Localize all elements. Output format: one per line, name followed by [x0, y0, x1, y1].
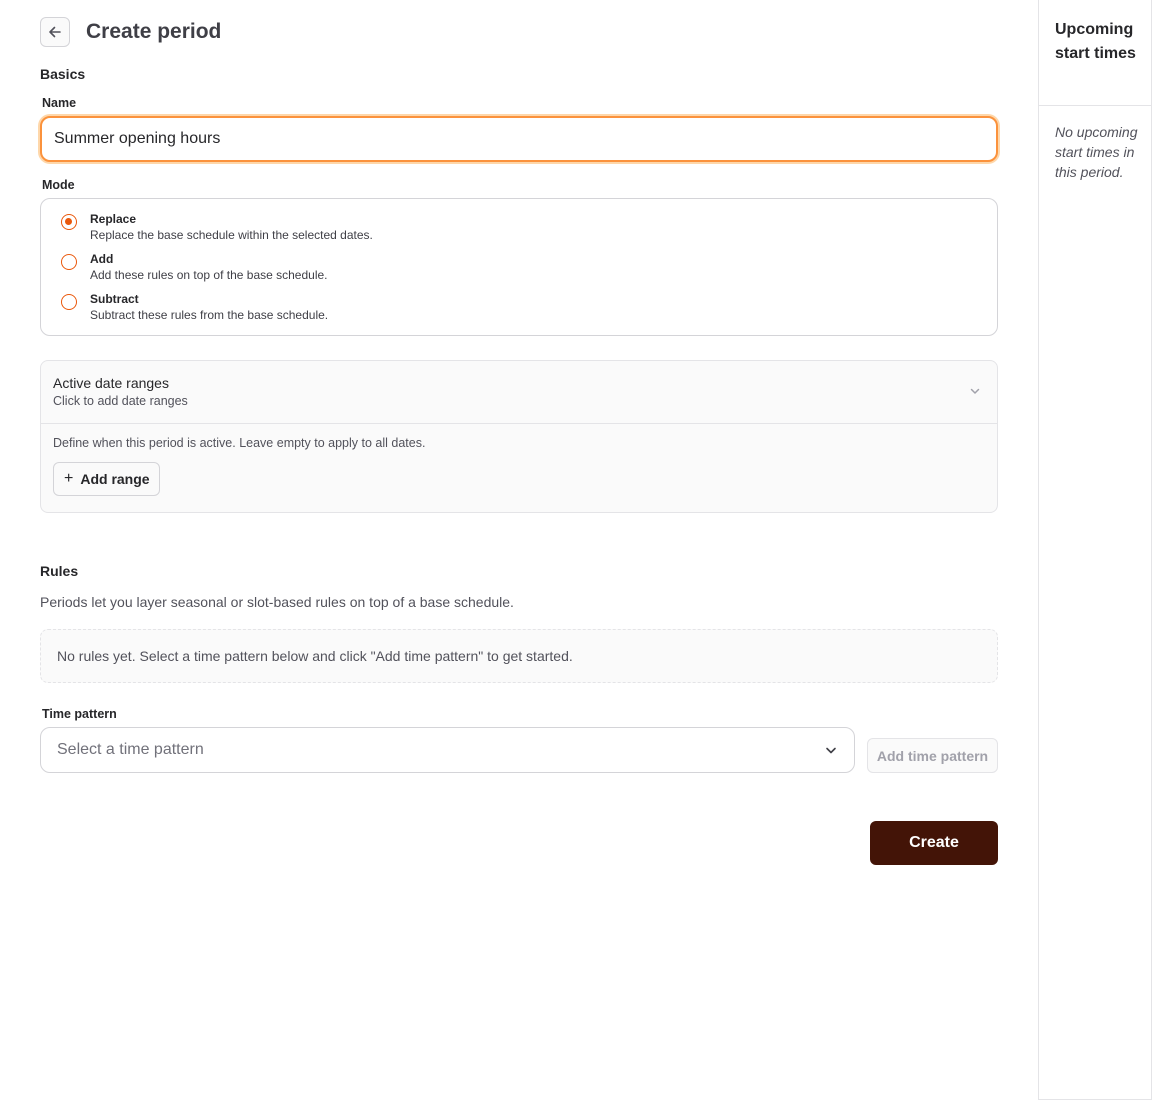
radio-button[interactable] — [61, 254, 77, 270]
add-time-pattern-button[interactable]: Add time pattern — [867, 738, 998, 773]
time-pattern-select[interactable] — [40, 727, 855, 773]
mode-option-title: Add — [90, 252, 114, 266]
arrow-left-icon — [47, 24, 63, 40]
mode-label: Mode — [42, 178, 75, 192]
name-label: Name — [42, 96, 77, 110]
mode-option-description: Subtract these rules from the base schedule. — [90, 308, 329, 322]
mode-option-replace[interactable] — [61, 212, 373, 243]
add-range-label: Add range — [80, 471, 150, 487]
name-input[interactable] — [40, 116, 998, 162]
back-button[interactable] — [40, 17, 70, 47]
upcoming-start-times-panel — [1038, 0, 1152, 1100]
date-ranges-panel — [40, 360, 998, 513]
sidebar-title: Upcoming start times — [1055, 21, 1136, 62]
create-button[interactable]: Create — [870, 821, 998, 865]
mode-radio-group — [40, 198, 998, 336]
date-ranges-title: Active date ranges — [53, 375, 169, 391]
mode-option-add[interactable] — [61, 252, 328, 283]
add-range-button[interactable] — [53, 462, 160, 496]
page-header — [40, 17, 221, 47]
mode-option-subtract[interactable] — [61, 292, 328, 323]
page-title: Create period — [86, 20, 222, 43]
rules-section-title: Rules — [40, 563, 79, 579]
mode-option-description: Add these rules on top of the base schedule. — [90, 268, 328, 282]
mode-option-description: Replace the base schedule within the selected dates. — [90, 228, 373, 242]
sidebar-empty-message: No upcoming start times in this period. — [1055, 124, 1138, 180]
date-ranges-help: Define when this period is active. Leave empty to apply to all dates. — [53, 436, 426, 450]
chevron-down-icon — [824, 743, 838, 757]
plus-icon: + — [64, 470, 74, 487]
time-pattern-placeholder: Select a time pattern — [57, 741, 204, 758]
rules-empty-message: No rules yet. Select a time pattern below and click "Add time pattern" to get started. — [57, 648, 573, 664]
chevron-down-icon — [969, 385, 981, 397]
time-pattern-label: Time pattern — [42, 707, 117, 721]
date-ranges-toggle[interactable] — [41, 361, 997, 424]
radio-button-checked[interactable] — [61, 214, 77, 230]
basics-section-title: Basics — [40, 66, 86, 82]
mode-option-title: Replace — [90, 212, 137, 226]
rules-description: Periods let you layer seasonal or slot-based rules on top of a base schedule. — [40, 594, 514, 610]
rules-empty-state — [40, 629, 998, 683]
mode-option-title: Subtract — [90, 292, 139, 306]
radio-button[interactable] — [61, 294, 77, 310]
date-ranges-subtitle: Click to add date ranges — [53, 394, 188, 408]
